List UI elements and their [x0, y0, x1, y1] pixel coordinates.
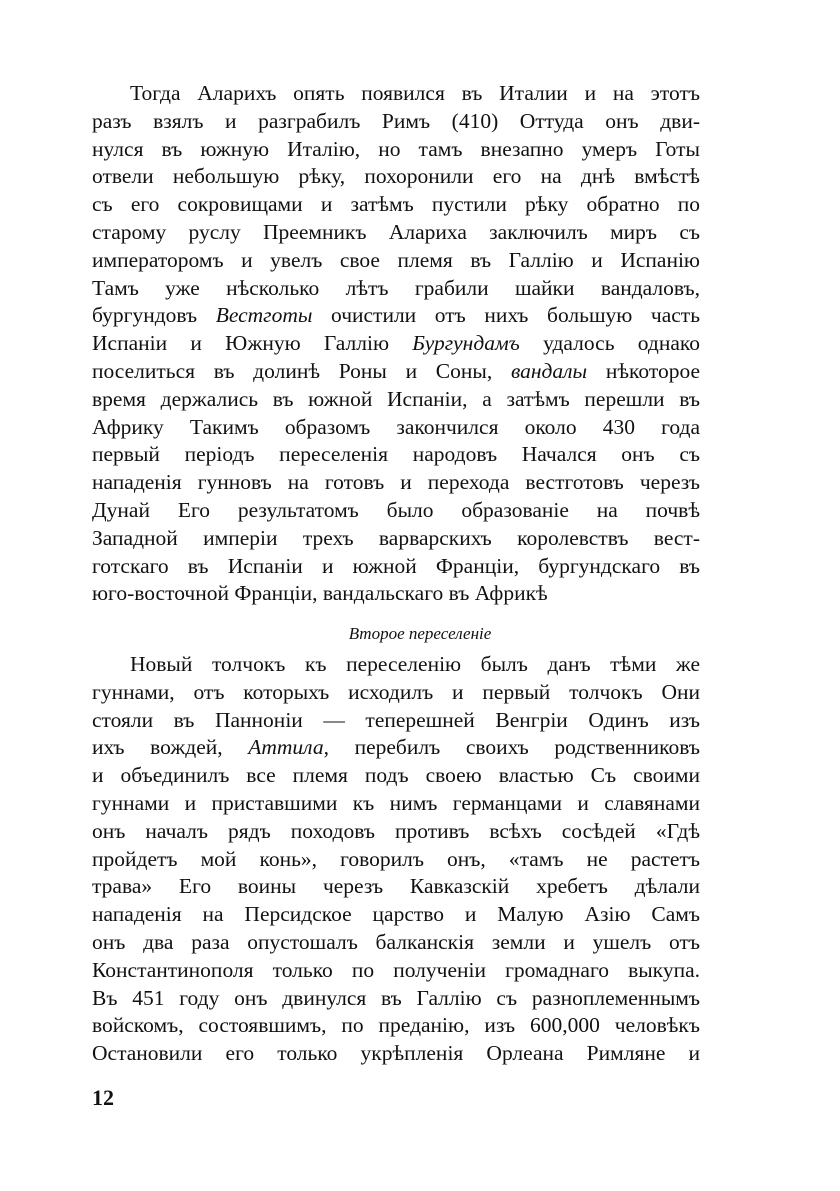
text-line: стояли въ Панноніи — теперешней Венгріи Одинъ изъ [92, 707, 700, 732]
text-line: онъ началъ рядъ походовъ противъ всѣхъ сосѣдей «Гдѣ [92, 818, 700, 843]
text-line: Дунай Его результатомъ было образованіе на почвѣ [92, 497, 700, 522]
section-heading: Второе переселеніе [348, 624, 492, 643]
text-line: гуннами и приставшими къ нимъ германцами и славянами [92, 790, 700, 815]
text-line: императоромъ и увелъ свое племя въ Галлію и Испанію [92, 247, 700, 272]
text-line: Въ 451 году онъ двинулся въ Галлію съ разноплеменнымъ [92, 985, 700, 1010]
text-line: и объединилъ все племя подъ своею властью Съ своими [92, 763, 700, 788]
text-line: готскаго въ Испаніи и южной Франціи, бургундскаго въ [92, 553, 700, 578]
emphasized-term: Вестготы [215, 303, 313, 328]
text-run: поселиться въ долинѣ Роны и Соны, [92, 358, 511, 383]
text-line: гуннами, отъ которыхъ исходилъ и первый толчокъ Они [92, 679, 700, 704]
text-run: Испаніи и Южную Галлію [92, 331, 413, 356]
text-line: юго-восточной Франціи, вандальскаго въ Африкѣ [92, 581, 548, 606]
text-line [92, 302, 700, 330]
emphasized-term: Аттила [248, 735, 324, 760]
text-line: съ его сокровищами и затѣмъ пустили рѣку обратно по [92, 192, 700, 217]
text-line: пройдетъ мой конь», говорилъ онъ, «тамъ не растетъ [92, 846, 700, 871]
text-line: время держались въ южной Испаніи, а затѣмъ перешли въ [92, 386, 700, 411]
paragraph-2 [92, 651, 700, 1068]
text-line: отвели небольшую рѣку, похоронили его на днѣ вмѣстѣ [92, 164, 700, 189]
text-run: бургундовъ [92, 303, 216, 328]
text-line: Остановили его только укрѣпленія Орлеана Римляне и [92, 1041, 700, 1066]
text-run: ихъ вождей, [92, 735, 249, 760]
text-line: войскомъ, состоявшимъ, по преданію, изъ 600,000 человѣкъ [92, 1013, 700, 1038]
page-number: 12 [92, 1085, 114, 1110]
text-line: Новый толчокъ къ переселенію былъ данъ тѣми же [130, 652, 700, 676]
text-line: разъ взялъ и разграбилъ Римъ (410) Оттуда онъ дви- [92, 108, 700, 133]
text-run: , перебилъ своихъ родственниковъ [323, 735, 700, 760]
text-run: удалось однако [519, 331, 701, 356]
text-line: нулся въ южную Италію, но тамъ внезапно умеръ Готы [92, 136, 700, 161]
text-line [92, 330, 700, 358]
paragraph-1 [92, 80, 700, 608]
text-run: нѣкоторое [587, 358, 700, 383]
text-line: Африку Такимъ образомъ закончился около 430 года [92, 414, 700, 439]
text-line: старому руслу Преемникъ Алариха заключилъ миръ съ [92, 219, 700, 244]
text-line: Тамъ уже нѣсколько лѣтъ грабили шайки вандаловъ, [92, 275, 700, 300]
text-line: нападенія гунновъ на готовъ и перехода вестготовъ черезъ [92, 470, 700, 495]
text-line: трава» Его воины черезъ Кавказскій хребетъ дѣлали [92, 874, 700, 899]
text-line: Западной имперіи трехъ варварскихъ королевствъ вест- [92, 525, 700, 550]
text-line [92, 358, 700, 386]
text-line: Тогда Аларихъ опять появился въ Италии и на этотъ [130, 81, 700, 105]
emphasized-term: Бургундамъ [412, 331, 520, 356]
text-line: нападенія на Персидское царство и Малую Азію Самъ [92, 902, 700, 927]
text-line: первый періодъ переселенія народовъ Начался онъ съ [92, 442, 700, 467]
text-run: очистили отъ нихъ большую часть [312, 303, 701, 328]
text-line [92, 734, 700, 762]
emphasized-term: вандалы [510, 358, 588, 383]
text-line: Константинополя только по полученіи громаднаго выкупа. [92, 957, 700, 982]
text-line: онъ два раза опустошалъ балканскія земли и ушелъ отъ [92, 929, 700, 954]
